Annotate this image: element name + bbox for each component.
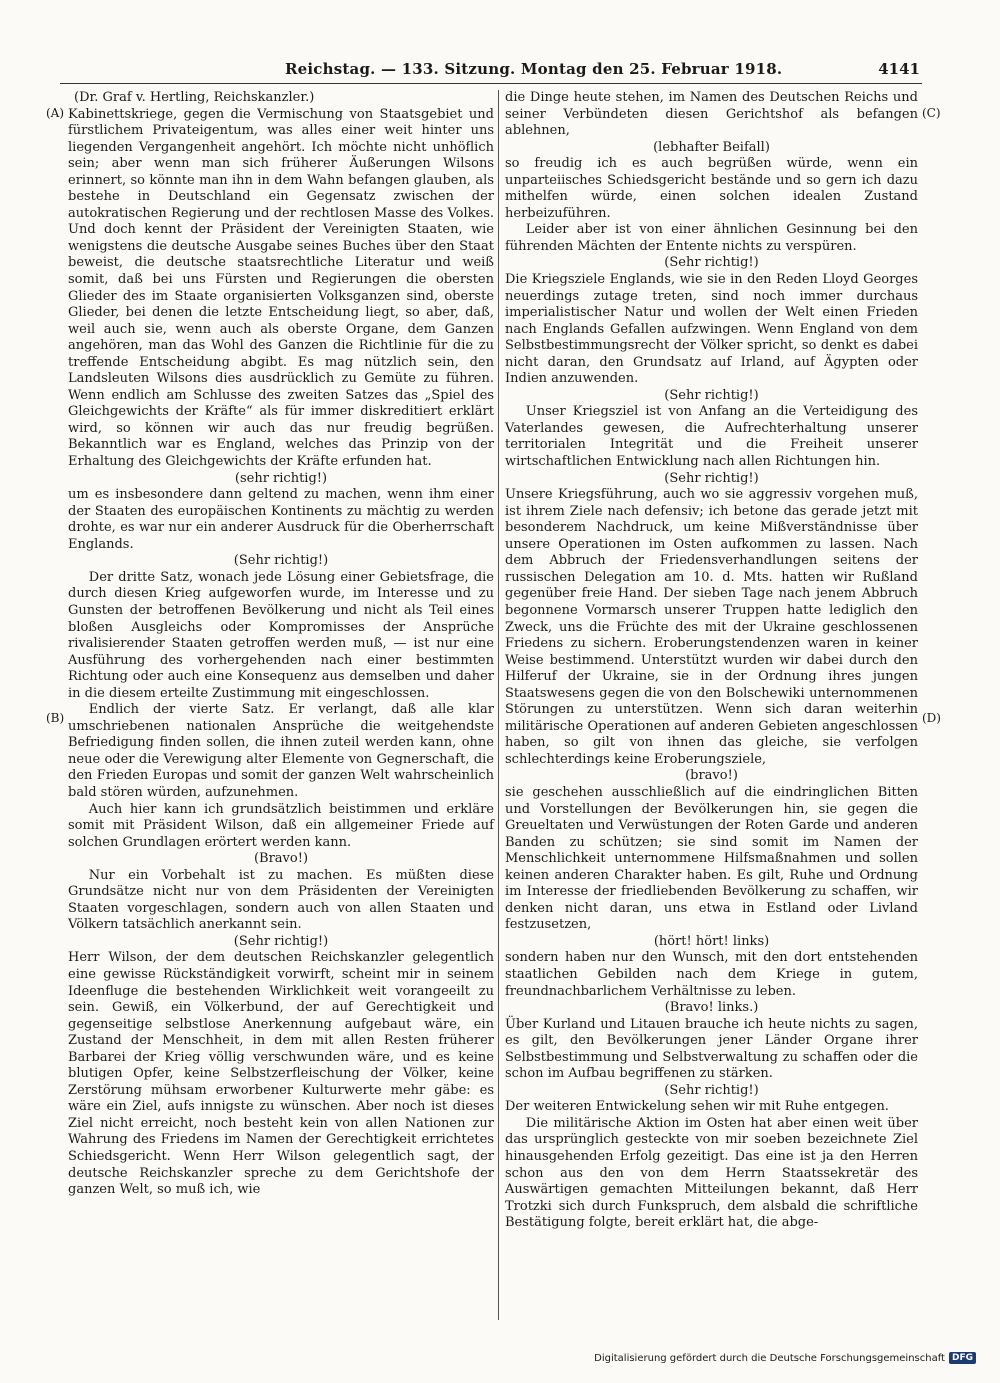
paragraph: Auch hier kann ich grundsätzlich beistimmen und erkläre somit mit Präsident Wilson, daß ein allgemeiner Friede auf solchen Grundlagen erörtert werden kann. bbox=[68, 801, 494, 850]
page-header bbox=[60, 58, 920, 84]
interjection: (sehr richtig!) bbox=[234, 470, 328, 486]
paragraph: um es insbesondere dann geltend zu machen, wenn ihm einer der Staaten des europäischen Kontinents zu mächtig zu werden drohte, es war nur ein anderer Ausdruck für die Oberherrschaft Englands. bbox=[68, 487, 494, 552]
paragraph: Die Kriegsziele Englands, wie sie in den Reden Lloyd Georges neuerdings zutage treten, sind noch immer durchaus imperialistischer Natur und wollen der Welt einen Frieden nach Englands Gefallen aufzwingen. Wenn England von dem Selbstbestimmungsrecht der Völker spricht, so denkt es dabei nicht daran, den Grundsatz auf Irland, auf Ägypten oder Indien anzuwenden. bbox=[505, 272, 918, 387]
paragraph: Die militärische Aktion im Osten hat aber einen weit über das ursprünglich gesteckte von mir soeben bezeichnete Ziel hinausgehenden Erfolg gezeitigt. Das eine ist ja den Herren schon aus den von dem Herrn Staatssekretär des Auswärtigen gemachten Mitteilungen bekannt, daß Herr Trotzki sich durch Funkspruch, dem alsbald die schriftliche Bestätigung folgte, bereit erklärt hat, die abge- bbox=[505, 1115, 918, 1231]
paragraph: sondern haben nur den Wunsch, mit den dort entstehenden staatlichen Gebilden nach dem Kriege in gutem, freundnachbarlichem Verhältnisse zu leben. bbox=[505, 950, 918, 999]
interjection: (Sehr richtig!) bbox=[233, 553, 329, 569]
paragraph: Über Kurland und Litauen brauche ich heute nichts zu sagen, es gilt, den Bevölkerungen jener Länder Organe ihrer Selbstbestimmung und Selbstverwaltung zu schaffen oder die schon im Aufbau begriffenen zu stärken. bbox=[505, 1016, 918, 1082]
dfg-logo: DFG bbox=[949, 1352, 976, 1364]
right-column bbox=[505, 90, 918, 1232]
paragraph: Kabinettskriege, gegen die Vermischung von Staatsgebiet und fürstlichem Privateigentum, was alles einer weit hinter uns liegenden Vergangenheit angehört. Ich möchte nicht unhöflich sein; aber wenn man sich früherer Äußerungen Wilsons erinnert, so könnte man ihn in dem Wahn befangen glauben, als bestehe in Deutschland ein Gegensatz zwischen der autokratischen Regierung und der rechtlosen Masse des Volkes. Und doch kennt der Präsident der Vereinigten Staaten, wie wenigstens die deutsche Ausgabe seines Buches über den Staat beweist, die deutsche staatsrechtliche Literatur und weiß somit, daß bei uns Fürsten und Regierungen die obersten Glieder des im Staate organisierten Volksganzen sind, oberste Glieder, bei denen die letzte Entscheidung liegt, so aber, daß, weil auch sie, wenn auch als oberste Organe, dem Ganzen angehören, man das Wohl des Ganzen die Richtlinie für die zu treffende Entscheidung abgibt. Es mag nützlich sein, den Landsleuten Wilsons dies ausdrücklich zu Gemüte zu führen. Wenn endlich am Schlusse des zweiten Satzes das „Spiel des Gleichgewichts der Kräfte“ als für immer diskreditiert erklärt wird, so können wir auch das nur freudig begrüßen. Bekanntlich war es England, welches das Prinzip von der Erhaltung des Gleichgewichts der Kräfte erfunden hat. bbox=[68, 106, 494, 470]
header-rule bbox=[60, 83, 922, 84]
footer-credit bbox=[594, 1352, 976, 1364]
interjection: (Bravo!) bbox=[253, 851, 309, 867]
paragraph: Herr Wilson, der dem deutschen Reichskanzler gelegentlich eine gewisse Rückständigkeit vorwirft, scheint mir in seinem Ideenfluge die bestehenden Wirklichkeit weit vorangeeilt zu sein. Gewiß, ein Völkerbund, der auf Gerechtigkeit und gegenseitige selbstlose Anerkennung aufgebaut wäre, ein Zustand der Menschheit, in dem mit allen Resten früherer Barbarei der Krieg völlig verschwunden wäre, und es keine blutigen Opfer, keine Selbstzerfleischung der Völker, keine Zerstörung mühsam erworbener Kulturwerte mehr gäbe: es wäre ein Ziel, aufs innigste zu wünschen. Aber noch ist dieses Ziel nicht erreicht, noch besteht kein von allen Nationen zur Wahrung des Friedens im Namen der Gerechtigkeit errichtetes Schiedsgericht. Wenn Herr Wilson gelegentlich sagt, der deutsche Reichskanzler spreche zu dem Gerichtshofe der ganzen Welt, so muß ich, wie bbox=[68, 950, 494, 1198]
column-divider bbox=[498, 90, 499, 1320]
footer-text: Digitalisierung gefördert durch die Deutsche Forschungsgemeinschaft bbox=[594, 1352, 945, 1364]
running-head: Reichstag. — 133. Sitzung. Montag den 25. Februar 1918. bbox=[285, 60, 783, 78]
interjection: (Bravo! links.) bbox=[664, 1000, 759, 1016]
margin-marker-b: (B) bbox=[46, 711, 65, 725]
interjection: (hört! hört! links) bbox=[653, 933, 770, 949]
paragraph: Endlich der vierte Satz. Er verlangt, daß alle klar umschriebenen nationalen Ansprüche die weitgehendste Befriedigung finden sollen, die ihnen zuteil werden kann, ohne neue oder die Verewigung alter Elemente von Gegnerschaft, die den Frieden Europas und somit der ganzen Welt wahrscheinlich bald stören würden, aufzunehmen. bbox=[68, 702, 494, 800]
interjection: (Sehr richtig!) bbox=[664, 1082, 759, 1098]
interjection: (bravo!) bbox=[685, 768, 738, 784]
interjection: (Sehr richtig!) bbox=[664, 255, 759, 271]
left-column bbox=[68, 90, 494, 1199]
paragraph: Der weiteren Entwickelung sehen wir mit Ruhe entgegen. bbox=[505, 1099, 889, 1115]
paragraph: die Dinge heute stehen, im Namen des Deutschen Reichs und seiner Verbündeten diesen Gerichtshof als befangen ablehnen, bbox=[505, 90, 918, 139]
margin-marker-d: (D) bbox=[922, 711, 941, 725]
paragraph: sie geschehen ausschließlich auf die eindringlichen Bitten und Vorstellungen der Bevölkerungen hin, sie gegen die Greueltaten und Verwüstungen der Roten Garde und anderen Banden zu schützen; sie sind somit im Namen der Menschlichkeit unternommene Hilfsmaßnahmen und sollen keinen anderen Charakter haben. Es gilt, Ruhe und Ordnung im Interesse der friedliebenden Bevölkerung zu schaffen, wir denken nicht daran, uns etwa in Estland oder Livland festzusetzen, bbox=[505, 784, 918, 933]
interjection: (Sehr richtig!) bbox=[233, 933, 329, 949]
margin-marker-c: (C) bbox=[922, 106, 941, 120]
paragraph: Nur ein Vorbehalt ist zu machen. Es müßten diese Grundsätze nicht nur von dem Präsidenten der Vereinigten Staaten vorgeschlagen, sondern auch von allen Staaten und Völkern tatsächlich anerkannt sein. bbox=[68, 867, 494, 933]
interjection: (Sehr richtig!) bbox=[664, 470, 759, 486]
interjection: (lebhafter Beifall) bbox=[653, 139, 770, 155]
page-number: 4141 bbox=[878, 60, 920, 78]
paragraph: Unsere Kriegsführung, auch wo sie aggressiv vorgehen muß, ist ihrem Ziele nach defensiv; ich betone das gerade jetzt mit besonderem Nachdruck, um keine Mißverständnisse über unsere Operationen im Osten aufkommen zu lassen. Nach dem Abbruch der Friedensverhandlungen seitens der russischen Delegation am 10. d. Mts. hatten wir Rußland gegenüber freie Hand. Der sieben Tage nach jenem Abbruch begonnene Vormarsch unserer Truppen hatte lediglich den Zweck, uns die Früchte des mit der Ukraine geschlossenen Friedens zu sichern. Eroberungstendenzen waren in keiner Weise bestimmend. Unterstützt wurden wir dabei durch den Hilferuf der Ukraine, sie in der Ordnung ihres jungen Staatswesens gegen die von den Bolschewiki unternommenen Störungen zu unterstützen. Wenn sich daran weiterhin militärische Operationen auf anderen Gebieten angeschlossen haben, so gilt von ihnen das gleiche, sie verfolgen schlechterdings keine Eroberungsziele, bbox=[505, 487, 918, 767]
paragraph: so freudig ich es auch begrüßen würde, wenn ein unparteiisches Schiedsgericht bestände und so gern ich dazu mithelfen würde, einen solchen idealen Zustand herbeizuführen. bbox=[505, 156, 918, 221]
interjection: (Sehr richtig!) bbox=[664, 387, 759, 403]
paragraph: Der dritte Satz, wonach jede Lösung einer Gebietsfrage, die durch diesen Krieg aufgeworfen wurde, im Interesse und zu Gunsten der betroffenen Bevölkerung und nicht als Teil eines bloßen Ausgleichs oder Kompromisses der Ansprüche rivalisierender Staaten getroffen werden muß, — ist nur eine Ausführung des vorhergehenden nach einer bestimmten Richtung oder auch eine Konsequenz aus demselben und daher in die diesem erteilte Zustimmung mit eingeschlossen. bbox=[68, 569, 494, 701]
paragraph: Unser Kriegsziel ist von Anfang an die Verteidigung des Vaterlandes gewesen, die Aufrechterhaltung unserer territorialen Integrität und die Freiheit unserer wirtschaftlichen Entwicklung nach allen Richtungen hin. bbox=[505, 404, 918, 470]
paragraph: Leider aber ist von einer ähnlichen Gesinnung bei den führenden Mächten der Entente nichts zu verspüren. bbox=[505, 222, 918, 254]
margin-marker-a: (A) bbox=[46, 106, 65, 120]
speaker-line: (Dr. Graf v. Hertling, Reichskanzler.) bbox=[74, 90, 315, 105]
